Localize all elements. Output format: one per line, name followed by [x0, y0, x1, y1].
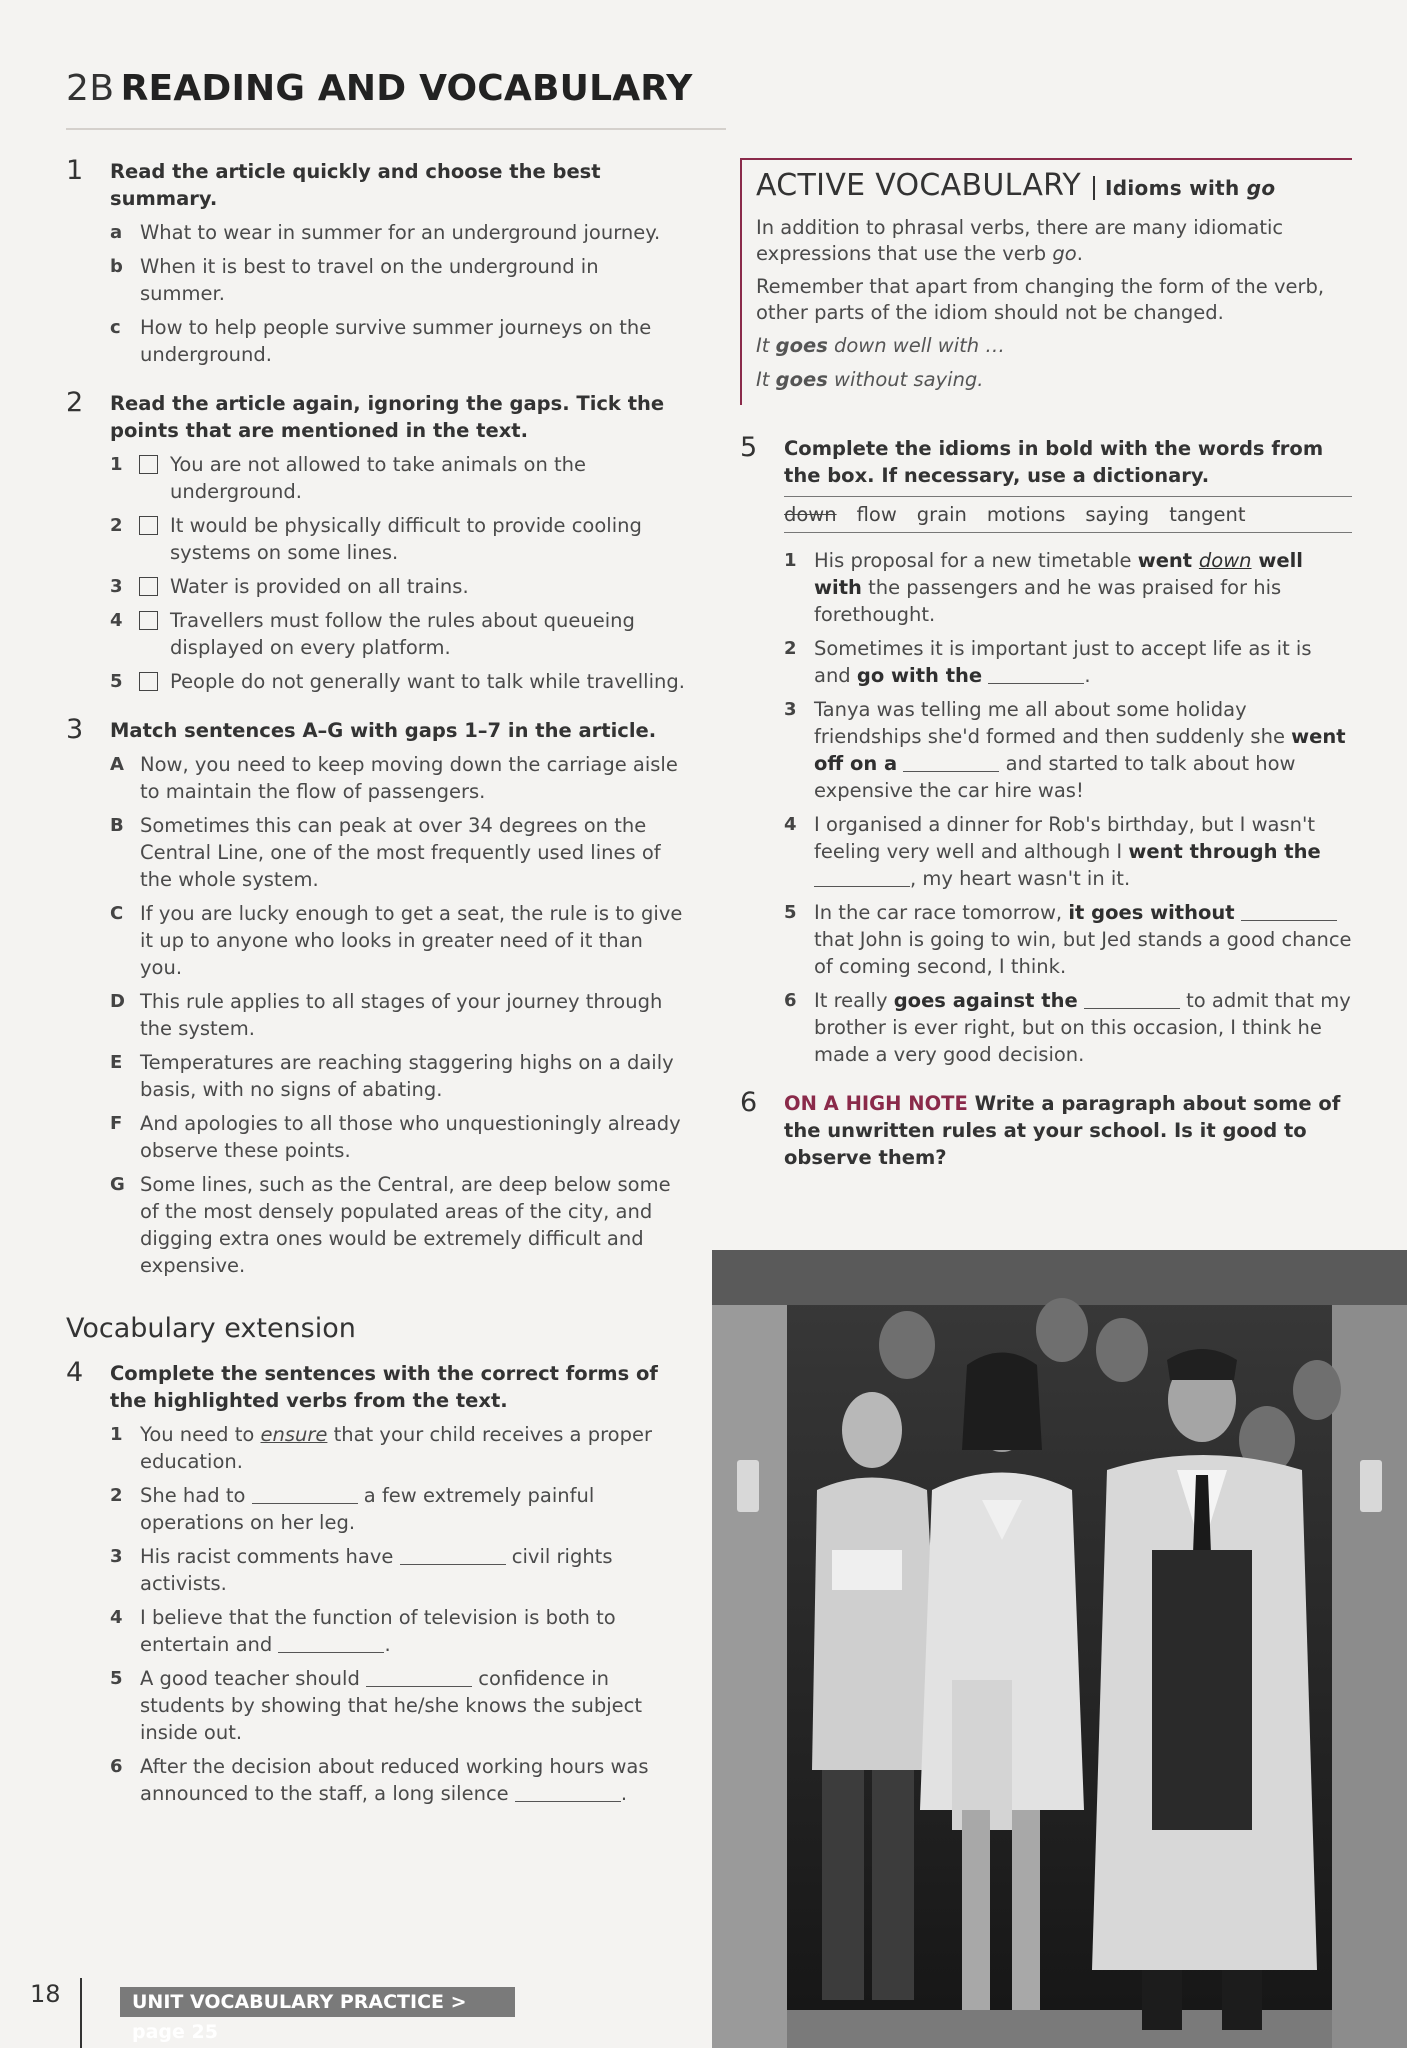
- tick-checkbox[interactable]: [139, 672, 158, 691]
- option-a[interactable]: [110, 219, 686, 246]
- item-text: People do not generally want to talk while travelling.: [170, 670, 685, 693]
- sentence-g: [110, 1171, 686, 1279]
- item-number: 2: [110, 1485, 123, 1506]
- idiom-text: went: [1137, 549, 1199, 572]
- sentence-e: [110, 1049, 686, 1103]
- sentence-label: D: [110, 991, 125, 1012]
- ex5-item-5: [784, 899, 1352, 980]
- item-text: .: [1084, 664, 1091, 687]
- item-number: 4: [110, 1607, 123, 1628]
- item-text: She had to: [140, 1484, 252, 1507]
- box-paragraph-1: [756, 215, 1338, 267]
- sentence-label: A: [110, 754, 124, 775]
- sentence-text: Temperatures are reaching staggering highs on a daily basis, with no signs of abating.: [140, 1051, 674, 1101]
- item-number: 6: [110, 1756, 123, 1777]
- item-text: confidence in students by showing that he/she knows the subject inside out.: [140, 1667, 642, 1744]
- word-flow: flow: [856, 503, 897, 526]
- warning-sign-right: [1360, 1460, 1382, 1512]
- ex4-item-5: [110, 1665, 686, 1746]
- exercise-number: 2: [66, 387, 84, 418]
- exercise-instruction: Match sentences A–G with gaps 1–7 in the article.: [110, 719, 657, 742]
- verb-go: go: [1052, 242, 1077, 265]
- example-text: without saying.: [827, 368, 984, 391]
- exercise-instruction: Complete the sentences with the correct forms of the highlighted verbs from the text.: [110, 1362, 658, 1412]
- word-down: down: [784, 503, 837, 526]
- book: [832, 1550, 902, 1590]
- item-text: Tanya was telling me all about some holiday friendships she'd formed and then suddenly she: [814, 698, 1292, 748]
- option-text: How to help people survive summer journeys on the underground.: [140, 316, 652, 366]
- tick-item-5: [110, 668, 686, 695]
- example-verb: goes: [775, 368, 828, 391]
- box-example-2: [756, 367, 1338, 393]
- item-number: 6: [784, 990, 797, 1011]
- exercise-number: 1: [66, 155, 84, 186]
- item-text: that John is going to win, but Jed stands a good chance of coming second, I think.: [814, 928, 1352, 978]
- item-number: 3: [110, 576, 123, 597]
- item-number: 1: [784, 550, 797, 571]
- ex4-item-1: [110, 1421, 686, 1475]
- option-label: a: [110, 222, 123, 243]
- sentence-label: B: [110, 815, 124, 836]
- exercise-number: 3: [66, 714, 84, 745]
- on-a-high-note-label: ON A HIGH NOTE: [784, 1092, 968, 1115]
- box-subtitle: [1093, 176, 1275, 200]
- subtitle-verb: go: [1246, 176, 1276, 200]
- exercise-1: [66, 155, 686, 368]
- tick-item-1: [110, 451, 686, 505]
- option-text: When it is best to travel on the underground in summer.: [140, 255, 599, 305]
- item-text: .: [384, 1633, 391, 1656]
- door-frame-left: [712, 1305, 787, 2048]
- example-text: down well with …: [827, 334, 1005, 357]
- answer-gap[interactable]: [814, 867, 910, 888]
- word-box: [784, 496, 1352, 533]
- item-number: 2: [784, 638, 797, 659]
- tick-item-3: [110, 573, 686, 600]
- item-text: Water is provided on all trains.: [170, 575, 469, 598]
- sentence-label: E: [110, 1052, 123, 1073]
- vocabulary-extension-heading: Vocabulary extension: [66, 1313, 356, 1344]
- option-label: c: [110, 317, 121, 338]
- sentence-b: [110, 812, 686, 893]
- item-text: It really: [814, 989, 894, 1012]
- sentence-text: And apologies to all those who unquestioningly already observe these points.: [140, 1112, 681, 1162]
- left-column: [66, 155, 686, 1829]
- title-divider: [66, 128, 726, 130]
- unit-vocabulary-practice-link[interactable]: UNIT VOCABULARY PRACTICE > page 25: [120, 1987, 515, 2017]
- answer-gap[interactable]: [252, 1484, 358, 1505]
- exercise-number: 4: [66, 1357, 84, 1388]
- idiom-text: went through the: [1128, 840, 1321, 863]
- answer-gap[interactable]: [988, 664, 1084, 685]
- folded-coat: [952, 1680, 1012, 1830]
- item-text: .: [620, 1782, 628, 1805]
- sentence-text: Sometimes this can peak at over 34 degrees on the Central Line, one of the most frequently used lines of the whole system.: [140, 814, 661, 891]
- sentence-label: G: [110, 1174, 125, 1195]
- exercise-number: 5: [740, 432, 758, 463]
- item-text: His racist comments have: [140, 1545, 400, 1568]
- sentence-text: If you are lucky enough to get a seat, the rule is to give it up to anyone who looks in greater need of it than you.: [140, 902, 683, 979]
- sentence-label: F: [110, 1113, 123, 1134]
- ex4-item-3: [110, 1543, 686, 1597]
- door-frame-right: [1332, 1305, 1407, 2048]
- idiom-text: go with the: [856, 664, 983, 687]
- sentence-text: Now, you need to keep moving down the carriage aisle to maintain the flow of passengers.: [140, 753, 678, 803]
- box-example-1: [756, 333, 1338, 359]
- exercise-6: [740, 1087, 1352, 1171]
- warning-sign-left: [737, 1460, 759, 1512]
- tick-checkbox[interactable]: [139, 577, 158, 596]
- page-number: 18: [30, 1980, 61, 2008]
- sentence-d: [110, 988, 686, 1042]
- tick-item-2: [110, 512, 686, 566]
- item-text: a few extremely painful operations on her leg.: [140, 1484, 595, 1534]
- exercise-2: [66, 387, 686, 695]
- item-text: You need to: [140, 1423, 261, 1446]
- item-text: Sometimes it is important just to accept life as it is and: [814, 637, 1312, 687]
- answer-gap[interactable]: [515, 1782, 621, 1803]
- answer-word: down: [1198, 549, 1252, 572]
- ex5-item-4: [784, 811, 1352, 892]
- exercise-instruction: Read the article again, ignoring the gaps. Tick the points that are mentioned in the text.: [110, 392, 665, 442]
- item-number: 4: [784, 814, 797, 835]
- example-verb: goes: [775, 334, 828, 357]
- active-vocabulary-title: [756, 168, 1338, 203]
- option-text: What to wear in summer for an underground journey.: [140, 221, 661, 244]
- item-text: A good teacher should: [140, 1667, 367, 1690]
- item-number: 5: [110, 671, 123, 692]
- section-code: 2B: [66, 68, 115, 109]
- item-text: You are not allowed to take animals on the underground.: [170, 453, 587, 503]
- active-vocabulary-box: [740, 158, 1352, 405]
- photo-illustration: [712, 1250, 1407, 2048]
- answer-gap[interactable]: [366, 1667, 472, 1688]
- section-title: READING AND VOCABULARY: [120, 68, 693, 109]
- item-number: 3: [784, 699, 797, 720]
- example-text: It: [756, 368, 776, 391]
- item-number: 3: [110, 1546, 123, 1567]
- word-motions: motions: [986, 503, 1066, 526]
- tick-checkbox[interactable]: [139, 455, 158, 474]
- ex4-item-2: [110, 1482, 686, 1536]
- tick-checkbox[interactable]: [139, 516, 158, 535]
- item-number: 1: [110, 1424, 123, 1445]
- option-c[interactable]: [110, 314, 686, 368]
- paragraph-text: .: [1076, 242, 1083, 265]
- ex4-item-6: [110, 1753, 686, 1807]
- item-text: the passengers and he was praised for his forethought.: [814, 576, 1282, 626]
- item-text: His proposal for a new timetable: [814, 549, 1138, 572]
- item-number: 2: [110, 515, 123, 536]
- ex5-item-3: [784, 696, 1352, 804]
- tick-checkbox[interactable]: [139, 611, 158, 630]
- exercise-3: [66, 714, 686, 1279]
- right-column: [740, 158, 1352, 1193]
- exercise-instruction: [784, 1090, 1352, 1171]
- exercise-5: [740, 432, 1352, 1068]
- item-number: 5: [110, 1668, 123, 1689]
- exercise-4: [66, 1357, 686, 1807]
- word-tangent: tangent: [1169, 503, 1246, 526]
- tick-item-4: [110, 607, 686, 661]
- word-saying: saying: [1085, 503, 1150, 526]
- box-title: ACTIVE VOCABULARY: [756, 168, 1082, 203]
- ex5-item-1: [784, 547, 1352, 628]
- option-label: b: [110, 256, 123, 277]
- sentence-a: [110, 751, 686, 805]
- item-text: that your child receives a proper education.: [140, 1423, 652, 1473]
- idiom-text: goes against the: [893, 989, 1078, 1012]
- option-b[interactable]: [110, 253, 686, 307]
- footer-divider: [80, 1978, 82, 2048]
- answer-gap[interactable]: [903, 752, 999, 773]
- idiom-text: went off on a: [814, 725, 1346, 775]
- box-paragraph-2: Remember that apart from changing the form of the verb, other parts of the idiom should not be changed.: [756, 275, 1325, 324]
- idiom-text: it goes without: [1068, 901, 1235, 924]
- exercise-instruction: Complete the idioms in bold with the words from the box. If necessary, use a dictionary.: [784, 437, 1324, 487]
- sentence-label: C: [110, 903, 124, 924]
- paragraph-text: In addition to phrasal verbs, there are many idiomatic expressions that use the verb: [756, 216, 1284, 265]
- ex5-item-2: [784, 635, 1352, 689]
- item-number: 5: [784, 902, 797, 923]
- answer-gap[interactable]: [278, 1633, 384, 1654]
- page-title: [66, 68, 692, 109]
- instruction-text: Write a paragraph about some of the unwritten rules at your school. Is it good to observe them?: [784, 1092, 1341, 1169]
- item-text: Travellers must follow the rules about queueing displayed on every platform.: [170, 609, 635, 659]
- item-text: In the car race tomorrow,: [814, 901, 1069, 924]
- ex4-item-4: [110, 1604, 686, 1658]
- train-roof: [712, 1250, 1407, 1305]
- item-number: 4: [110, 610, 123, 631]
- item-text: After the decision about reduced working hours was announced to the staff, a long silence: [140, 1755, 649, 1805]
- answer-gap[interactable]: [400, 1545, 506, 1566]
- sentence-c: [110, 900, 686, 981]
- sentence-text: Some lines, such as the Central, are deep below some of the most densely populated areas of the city, and digging extra ones would be extremely difficult and expensive.: [140, 1173, 671, 1277]
- exercise-number: 6: [740, 1087, 758, 1118]
- sentence-text: This rule applies to all stages of your journey through the system.: [140, 990, 663, 1040]
- ex5-item-6: [784, 987, 1352, 1068]
- exercise-instruction: Read the article quickly and choose the best summary.: [110, 160, 601, 210]
- idiom-text: well with: [814, 549, 1303, 599]
- subtitle-text: Idioms with: [1105, 176, 1247, 200]
- item-text: and started to talk about how expensive the car hire was!: [814, 752, 1296, 802]
- item-text: , my heart wasn't in it.: [910, 867, 1131, 890]
- commuters-photo: [712, 1250, 1407, 2048]
- answer-gap[interactable]: [1084, 989, 1180, 1010]
- item-number: 1: [110, 454, 123, 475]
- sentence-f: [110, 1110, 686, 1164]
- item-text: I believe that the function of television is both to entertain and: [140, 1606, 616, 1656]
- word-grain: grain: [916, 503, 967, 526]
- item-text: civil rights activists.: [140, 1545, 613, 1595]
- example-answer: ensure: [260, 1423, 328, 1446]
- item-text: It would be physically difficult to provide cooling systems on some lines.: [170, 514, 642, 564]
- answer-gap[interactable]: [1241, 901, 1337, 922]
- example-answer: [1199, 549, 1252, 572]
- item-text: I organised a dinner for Rob's birthday, but I wasn't feeling very well and although I: [814, 813, 1316, 863]
- item-text: to admit that my brother is ever right, but on this occasion, I think he made a very good decision.: [814, 989, 1351, 1066]
- example-text: It: [756, 334, 776, 357]
